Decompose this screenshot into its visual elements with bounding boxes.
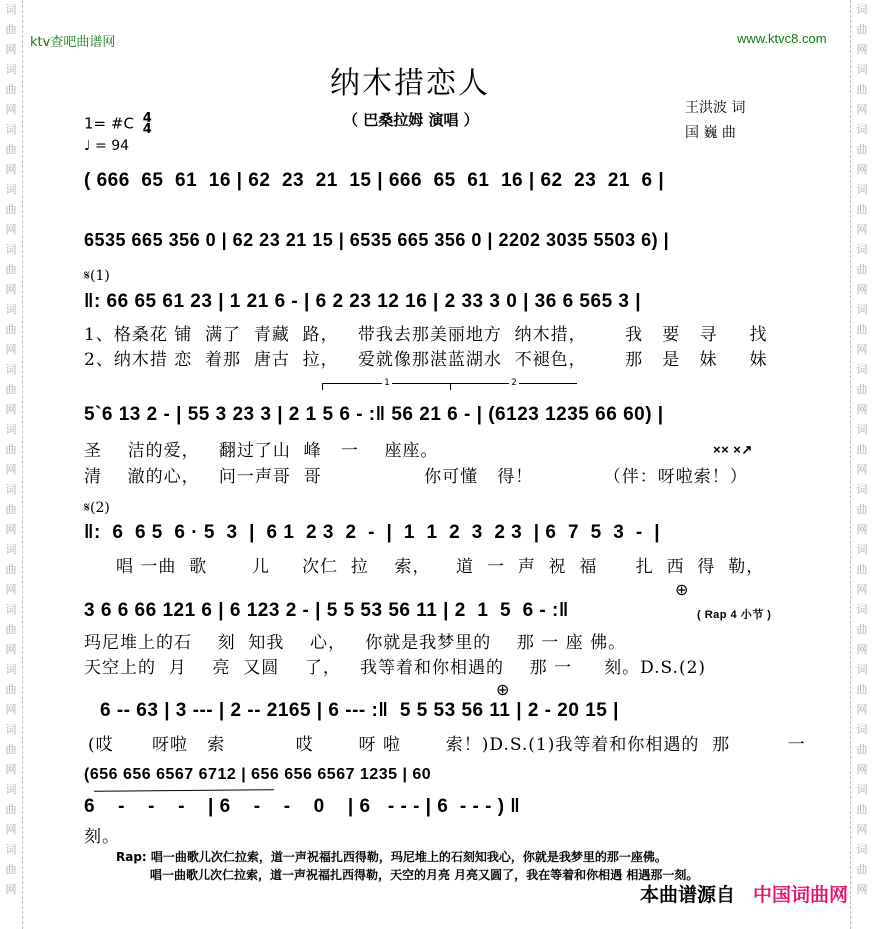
segno-1: 𝄋(1): [84, 268, 110, 284]
watermark-char: 网: [5, 823, 17, 836]
watermark-char: 词: [5, 603, 17, 616]
rap-bars-note: ( Rap 4 小节 ): [697, 609, 772, 621]
watermark-char: 词: [5, 3, 17, 16]
watermark-char: 网: [5, 223, 17, 236]
watermark-char: 词: [856, 483, 868, 496]
coda-sign-1: ⊕: [675, 580, 689, 599]
watermark-char: 网: [856, 103, 868, 116]
watermark-char: 词: [5, 183, 17, 196]
source-credit: [640, 880, 848, 907]
watermark-char: 曲: [5, 623, 17, 636]
watermark-char: 词: [5, 63, 17, 76]
watermark-char: 网: [856, 283, 868, 296]
watermark-char: 网: [856, 163, 868, 176]
watermark-char: 网: [5, 523, 17, 536]
song-title: 纳木措恋人: [330, 66, 490, 101]
watermark-char: 词: [5, 303, 17, 316]
score-row-intro-2: 6535 665 356 0 | 62 23 21 15 | 6535 665 356 0 | 2202 3035 5503 6) |: [84, 230, 670, 250]
lyrics-chorus-line2a: 玛尼堆上的石 刻 知我 心， 你就是我梦里的 那 一 座 佛。: [84, 633, 627, 653]
watermark-char: 网: [856, 763, 868, 776]
watermark-char: 曲: [5, 23, 17, 36]
watermark-char: 曲: [856, 263, 868, 276]
percussion-marks: ×× ×↗: [713, 442, 753, 457]
watermark-char: 网: [5, 43, 17, 56]
watermark-char: 曲: [856, 383, 868, 396]
lyrics-chorus-line2b: 天空上的 月 亮 又圆 了， 我等着和你相遇的 那 一 刻。D.S.(2): [84, 658, 707, 678]
watermark-char: 曲: [856, 23, 868, 36]
watermark-char: 曲: [856, 563, 868, 576]
watermark-char: 词: [856, 63, 868, 76]
lyrics-outro: 刻。: [84, 827, 120, 847]
watermark-char: 曲: [856, 443, 868, 456]
watermark-char: 词: [5, 123, 17, 136]
watermark-char: 曲: [856, 863, 868, 876]
watermark-char: 网: [5, 403, 17, 416]
watermark-char: 曲: [5, 143, 17, 156]
lyricist-credit: 王洪波 词: [685, 100, 746, 116]
watermark-char: 词: [856, 663, 868, 676]
lyrics-verse1-line2: 圣 洁的爱， 翻过了山 峰 一 座座。: [84, 441, 439, 461]
score-row-outro-upper: (656 656 6567 6712 | 656 656 6567 1235 | 60: [84, 766, 432, 783]
watermark-char: 网: [5, 583, 17, 596]
lyrics-verse2-line1: 2、纳木措 恋 着那 唐古 拉， 爱就像那湛蓝湖水 不褪色， 那 是 妹 妹: [84, 350, 768, 370]
watermark-char: 网: [856, 223, 868, 236]
lyrics-bridge: (哎 呀啦 索 哎 呀 啦 索！)D.S.(1)我等着和你相遇的 那 一: [88, 735, 806, 755]
segno-2: 𝄋(2): [84, 500, 110, 516]
watermark-char: 曲: [5, 203, 17, 216]
watermark-char: 曲: [856, 803, 868, 816]
source-brand-link[interactable]: 中国词曲网: [753, 884, 849, 906]
key-signature: [84, 113, 152, 135]
watermark-char: 网: [5, 463, 17, 476]
watermark-char: 词: [5, 363, 17, 376]
watermark-char: 曲: [5, 443, 17, 456]
rap-line-2: 唱一曲歌儿次仁拉索，道一声祝福扎西得勒，天空的月亮 月亮又圆了，我在等着和你相遇 相遇那一刻。: [150, 868, 699, 882]
watermark-char: 网: [856, 883, 868, 896]
watermark-char: 曲: [5, 323, 17, 336]
score-row-intro-1: ( 666 65 61 16 | 62 23 21 15 | 666 65 61 16 | 62 23 21 6 |: [84, 170, 665, 191]
watermark-char: 网: [5, 103, 17, 116]
watermark-char: 词: [5, 783, 17, 796]
watermark-char: 网: [5, 763, 17, 776]
watermark-char: 词: [856, 783, 868, 796]
watermark-char: 曲: [856, 203, 868, 216]
volta-bracket-2: [450, 378, 577, 390]
watermark-char: 词: [856, 723, 868, 736]
rap-label-line1: [116, 848, 667, 865]
watermark-char: 曲: [5, 743, 17, 756]
watermark-char: 曲: [856, 323, 868, 336]
watermark-char: 词: [856, 243, 868, 256]
watermark-char: 词: [856, 843, 868, 856]
site-name-left: ktv查吧曲谱网: [30, 35, 116, 50]
watermark-char: 曲: [5, 383, 17, 396]
watermark-char: 网: [856, 403, 868, 416]
volta-2-label: 2: [511, 378, 517, 388]
watermark-char: 词: [856, 303, 868, 316]
watermark-char: 网: [5, 343, 17, 356]
watermark-char: 网: [856, 703, 868, 716]
watermark-char: 曲: [856, 503, 868, 516]
score-row-chorus-2: 3 6 6 66 121 6 | 6 123 2 - | 5 5 53 56 11 | 2 1 5 6 - :‖: [84, 600, 569, 621]
watermark-char: 词: [856, 183, 868, 196]
time-signature: [143, 113, 152, 135]
watermark-char: 词: [856, 123, 868, 136]
source-label: 本曲谱源自: [640, 884, 736, 906]
watermark-char: 网: [856, 43, 868, 56]
watermark-char: 曲: [5, 563, 17, 576]
watermark-char: 词: [856, 423, 868, 436]
watermark-char: 曲: [856, 143, 868, 156]
watermark-char: 词: [5, 723, 17, 736]
right-watermark-strip: [850, 0, 872, 929]
rap-label: Rap:: [116, 850, 147, 864]
volta-1-label: 1: [384, 378, 390, 388]
watermark-char: 网: [856, 523, 868, 536]
watermark-char: 词: [5, 843, 17, 856]
score-row-verse-2: 5`6 13 2 - | 55 3 23 3 | 2 1 5 6 - :‖ 56 21 6 - | (6123 1235 66 60) |: [84, 404, 664, 425]
score-row-verse-1: ‖: 66 65 61 23 | 1 21 6 - | 6 2 23 12 16 | 2 33 3 0 | 36 6 565 3 |: [84, 291, 642, 312]
time-sig-bottom: 4: [142, 122, 152, 137]
watermark-char: 网: [856, 583, 868, 596]
score-row-bridge: 6 -- 63 | 3 --- | 2 -- 2165 | 6 --- :‖ 5 5 53 56 11 | 2 - 20 15 |: [100, 700, 619, 721]
key-label: 1= #C: [84, 114, 134, 133]
watermark-char: 曲: [5, 683, 17, 696]
score-row-chorus-1: ‖: 6 6 5 6 · 5 3 | 6 1 2 3 2 - | 1 1 2 3 2 3 | 6 7 5 3 - |: [84, 522, 661, 543]
watermark-char: 曲: [856, 623, 868, 636]
watermark-char: 网: [5, 643, 17, 656]
site-url-right: www.ktvc8.com: [737, 31, 827, 46]
watermark-char: 曲: [5, 863, 17, 876]
watermark-char: 词: [5, 543, 17, 556]
tempo-marking: ♩ = 94: [84, 138, 130, 154]
watermark-char: 网: [856, 343, 868, 356]
watermark-char: 词: [856, 3, 868, 16]
lyrics-verse1-line1: 1、格桑花 铺 满了 青藏 路， 带我去那美丽地方 纳木措， 我 要 寻 找: [84, 325, 768, 345]
singer-credit: （ 巴桑拉姆 演唱 ）: [343, 111, 479, 129]
watermark-char: 词: [5, 243, 17, 256]
watermark-char: 词: [5, 483, 17, 496]
coda-sign-2: ⊕: [496, 680, 510, 699]
watermark-char: 网: [856, 643, 868, 656]
lyrics-chorus-line1: 唱 一曲 歌 儿 次仁 拉 索， 道 一 声 祝 福 扎 西 得 勒，: [84, 557, 765, 577]
watermark-char: 网: [5, 283, 17, 296]
watermark-char: 曲: [856, 683, 868, 696]
watermark-char: 曲: [856, 743, 868, 756]
watermark-char: 词: [856, 603, 868, 616]
watermark-char: 网: [5, 883, 17, 896]
composer-credit: 国 巍 曲: [685, 125, 736, 141]
time-sig-top: 4: [142, 111, 152, 126]
watermark-char: 网: [856, 823, 868, 836]
watermark-char: 词: [5, 663, 17, 676]
watermark-char: 词: [856, 543, 868, 556]
watermark-char: 网: [5, 163, 17, 176]
watermark-char: 词: [5, 423, 17, 436]
watermark-char: 词: [856, 363, 868, 376]
volta-bracket-1: [322, 378, 451, 390]
watermark-char: 曲: [5, 803, 17, 816]
lyrics-verse2-line2: 清 澈的心， 问一声哥 哥 你可懂 得！ （伴：呀啦索！）: [84, 467, 748, 487]
rap-line-1: 唱一曲歌儿次仁拉索，道一声祝福扎西得勒，玛尼堆上的石刻知我心，你就是我梦里的那一座佛。: [150, 850, 667, 864]
watermark-char: 曲: [856, 83, 868, 96]
watermark-char: 曲: [5, 83, 17, 96]
tie-outro: [94, 789, 274, 792]
watermark-char: 曲: [5, 503, 17, 516]
watermark-char: 网: [856, 463, 868, 476]
left-watermark-strip: [0, 0, 23, 929]
score-row-outro-lower: 6 - - - | 6 - - 0 | 6 - - - | 6 - - - ) ‖: [84, 796, 521, 817]
watermark-char: 网: [5, 703, 17, 716]
watermark-char: 曲: [5, 263, 17, 276]
